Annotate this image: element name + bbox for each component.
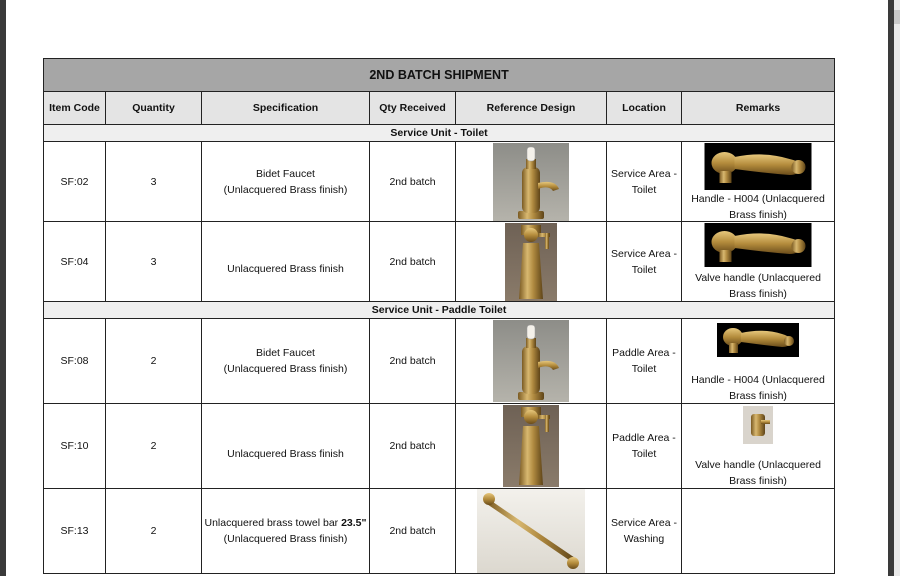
- item-code: SF:02: [44, 142, 106, 222]
- location: Paddle Area - Toilet: [607, 319, 682, 404]
- bidet-faucet-icon: [493, 320, 569, 402]
- remark-line: Brass finish): [729, 209, 787, 221]
- lever-handle-icon: [705, 223, 812, 267]
- towel-bar-icon: [477, 489, 585, 573]
- table-row: [44, 142, 835, 222]
- lever-handle-icon: [717, 323, 799, 357]
- quantity: 3: [106, 142, 202, 222]
- bidet-faucet-icon: [493, 143, 569, 221]
- header-remarks: Remarks: [682, 92, 835, 125]
- table-row: [44, 404, 835, 489]
- remark-line: Handle - H004 (Unlacquered: [691, 193, 825, 205]
- remark-line: Brass finish): [729, 475, 787, 487]
- item-code: SF:10: [44, 404, 106, 489]
- specification: Unlacquered Brass finish: [202, 404, 370, 489]
- reference-design: [456, 319, 607, 404]
- qty-received: 2nd batch: [370, 489, 456, 574]
- wall-valve-icon: [505, 223, 557, 301]
- lever-handle-icon: [705, 143, 812, 190]
- scrollbar-thumb[interactable]: [894, 10, 900, 24]
- table-row: [44, 489, 835, 574]
- remarks: [682, 489, 835, 574]
- qty-received: 2nd batch: [370, 319, 456, 404]
- header-specification: Specification: [202, 92, 370, 125]
- item-code: SF:08: [44, 319, 106, 404]
- location: Service Area - Toilet: [607, 142, 682, 222]
- table-row: [44, 222, 835, 302]
- qty-received: 2nd batch: [370, 222, 456, 302]
- table-row: [44, 319, 835, 404]
- qty-received: 2nd batch: [370, 142, 456, 222]
- scrollbar[interactable]: [894, 0, 900, 576]
- table-title: 2ND BATCH SHIPMENT: [44, 59, 835, 92]
- location: Service Area - Washing: [607, 489, 682, 574]
- reference-design: [456, 142, 607, 222]
- remark-line: Valve handle (Unlacquered: [695, 272, 821, 284]
- location: Paddle Area - Toilet: [607, 404, 682, 489]
- section-label: Service Unit - Toilet: [44, 125, 835, 142]
- header-reference-design: Reference Design: [456, 92, 607, 125]
- quantity: 2: [106, 319, 202, 404]
- reference-design: [456, 222, 607, 302]
- remarks: [682, 142, 835, 222]
- qty-received: 2nd batch: [370, 404, 456, 489]
- specification: Unlacquered brass towel bar 23.5" (Unlacquered Brass finish): [202, 489, 370, 574]
- header-item-code: Item Code: [44, 92, 106, 125]
- location: Service Area - Toilet: [607, 222, 682, 302]
- item-code: SF:04: [44, 222, 106, 302]
- header-qty-received: Qty Received: [370, 92, 456, 125]
- specification: Bidet Faucet (Unlacquered Brass finish): [202, 319, 370, 404]
- remarks: [682, 404, 835, 489]
- header-location: Location: [607, 92, 682, 125]
- specification: Bidet Faucet (Unlacquered Brass finish): [202, 142, 370, 222]
- reference-design: [456, 489, 607, 574]
- remark-line: Valve handle (Unlacquered: [695, 459, 821, 471]
- remark-line: Handle - H004 (Unlacquered: [691, 374, 825, 386]
- item-code: SF:13: [44, 489, 106, 574]
- quantity: 2: [106, 404, 202, 489]
- small-valve-handle-icon: [743, 406, 773, 444]
- wall-valve-icon: [503, 405, 559, 487]
- reference-design: [456, 404, 607, 489]
- remarks: [682, 319, 835, 404]
- section-label: Service Unit - Paddle Toilet: [44, 302, 835, 319]
- quantity: 3: [106, 222, 202, 302]
- header-quantity: Quantity: [106, 92, 202, 125]
- specification: Unlacquered Brass finish: [202, 222, 370, 302]
- remark-line: Brass finish): [729, 288, 787, 300]
- shipment-table: [43, 58, 835, 574]
- remarks: [682, 222, 835, 302]
- quantity: 2: [106, 489, 202, 574]
- remark-line: Brass finish): [729, 390, 787, 402]
